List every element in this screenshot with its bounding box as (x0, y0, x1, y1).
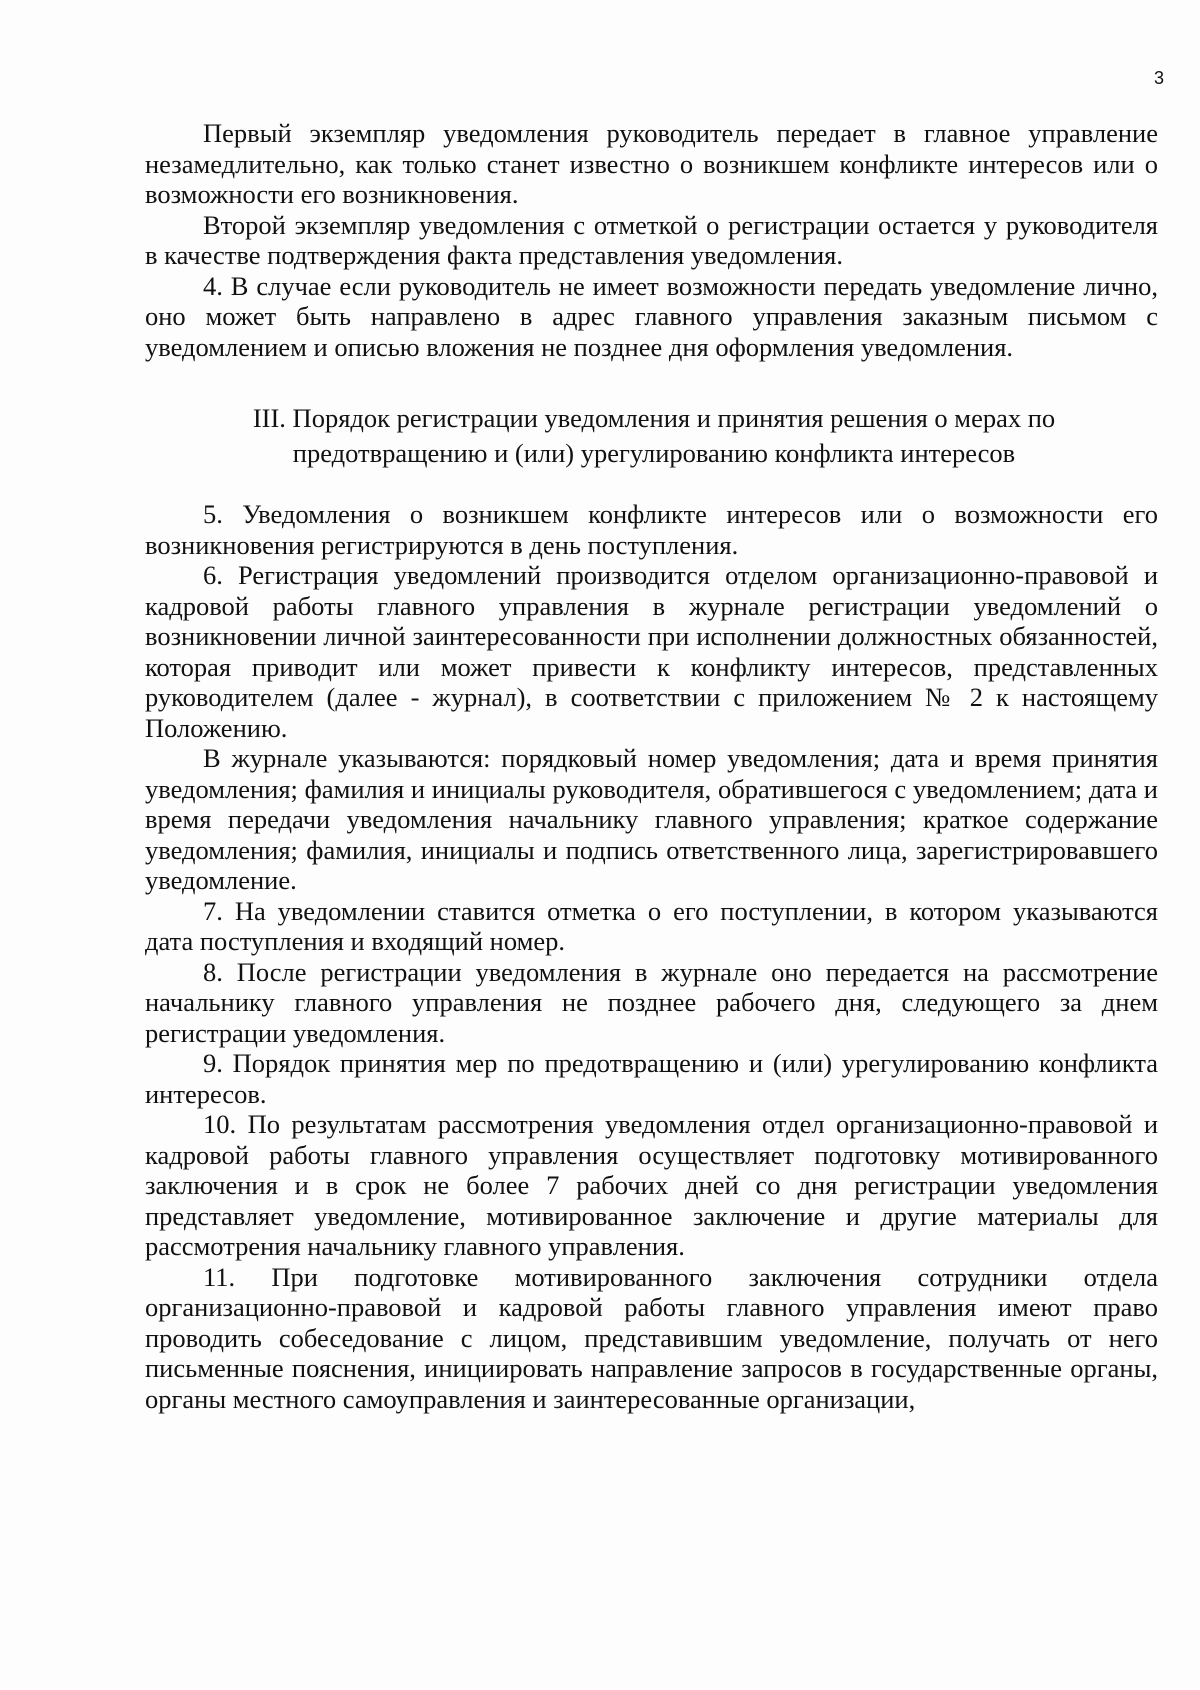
paragraph: 6. Регистрация уведомлений производится отделом организационно-правовой и кадровой работы главного управления в журнале регистрации уведомлений о возникновении личной заинтересованности при исполнении должностных обязанностей, которая приводит или может привести к конфликту интересов, представленных руководителем (далее - журнал), в соответствии с приложением № 2 к настоящему Положению. (145, 560, 1158, 743)
page-number: 3 (1153, 68, 1164, 88)
paragraph: 8. После регистрации уведомления в журнале оно передается на рассмотрение начальнику главного управления не позднее рабочего дня, следующего за днем регистрации уведомления. (145, 956, 1158, 1048)
paragraph: 10. По результатам рассмотрения уведомления отдел организационно-правовой и кадровой работы главного управления осуществляет подготовку мотивированного заключения и в срок не более 7 рабочих дней со дня регистрации уведомления представляет уведомление, мотивированное заключение и другие материалы для рассмотрения начальнику главного управления. (145, 1109, 1158, 1261)
section-heading (145, 401, 1158, 471)
paragraph: 9. Порядок принятия мер по предотвращению и (или) урегулированию конфликта интересов. (145, 1048, 1158, 1109)
paragraph: Первый экземпляр уведомления руководитель передает в главное управление незамедлительно, как только станет известно о возникшем конфликте интересов или о возможности его возникновения. (145, 118, 1158, 209)
section-heading-line: III. Порядок регистрации уведомления и принятия решения о мерах по (252, 403, 1056, 433)
section-heading-line: предотвращению и (или) урегулированию конфликта интересов (292, 438, 1016, 468)
paragraph: 11. При подготовке мотивированного заключения сотрудники отдела организационно-правовой и кадровой работы главного управления имеют право проводить собеседование с лицом, представившим уведомление, получать от него письменные пояснения, инициировать направление запросов в государственные органы, органы местного самоуправления и заинтересованные организации, (145, 1261, 1158, 1414)
paragraph: Второй экземпляр уведомления с отметкой о регистрации остается у руководителя в качестве подтверждения факта представления уведомления. (145, 209, 1158, 270)
document-body (145, 118, 1158, 1414)
paragraph: 7. На уведомлении ставится отметка о его поступлении, в котором указываются дата поступления и входящий номер. (145, 895, 1158, 956)
paragraph: В журнале указываются: порядковый номер уведомления; дата и время принятия уведомления; фамилия и инициалы руководителя, обратившегося с уведомлением; дата и время передачи уведомления начальнику главного управления; краткое содержание уведомления; фамилия, инициалы и подпись ответственного лица, зарегистрировавшего уведомление. (145, 743, 1158, 895)
paragraph: 5. Уведомления о возникшем конфликте интересов или о возможности его возникновения регистрируются в день поступления. (145, 499, 1158, 560)
paragraph: 4. В случае если руководитель не имеет возможности передать уведомление лично, оно может быть направлено в адрес главного управления заказным письмом с уведомлением и описью вложения не позднее дня оформления уведомления. (145, 270, 1158, 362)
